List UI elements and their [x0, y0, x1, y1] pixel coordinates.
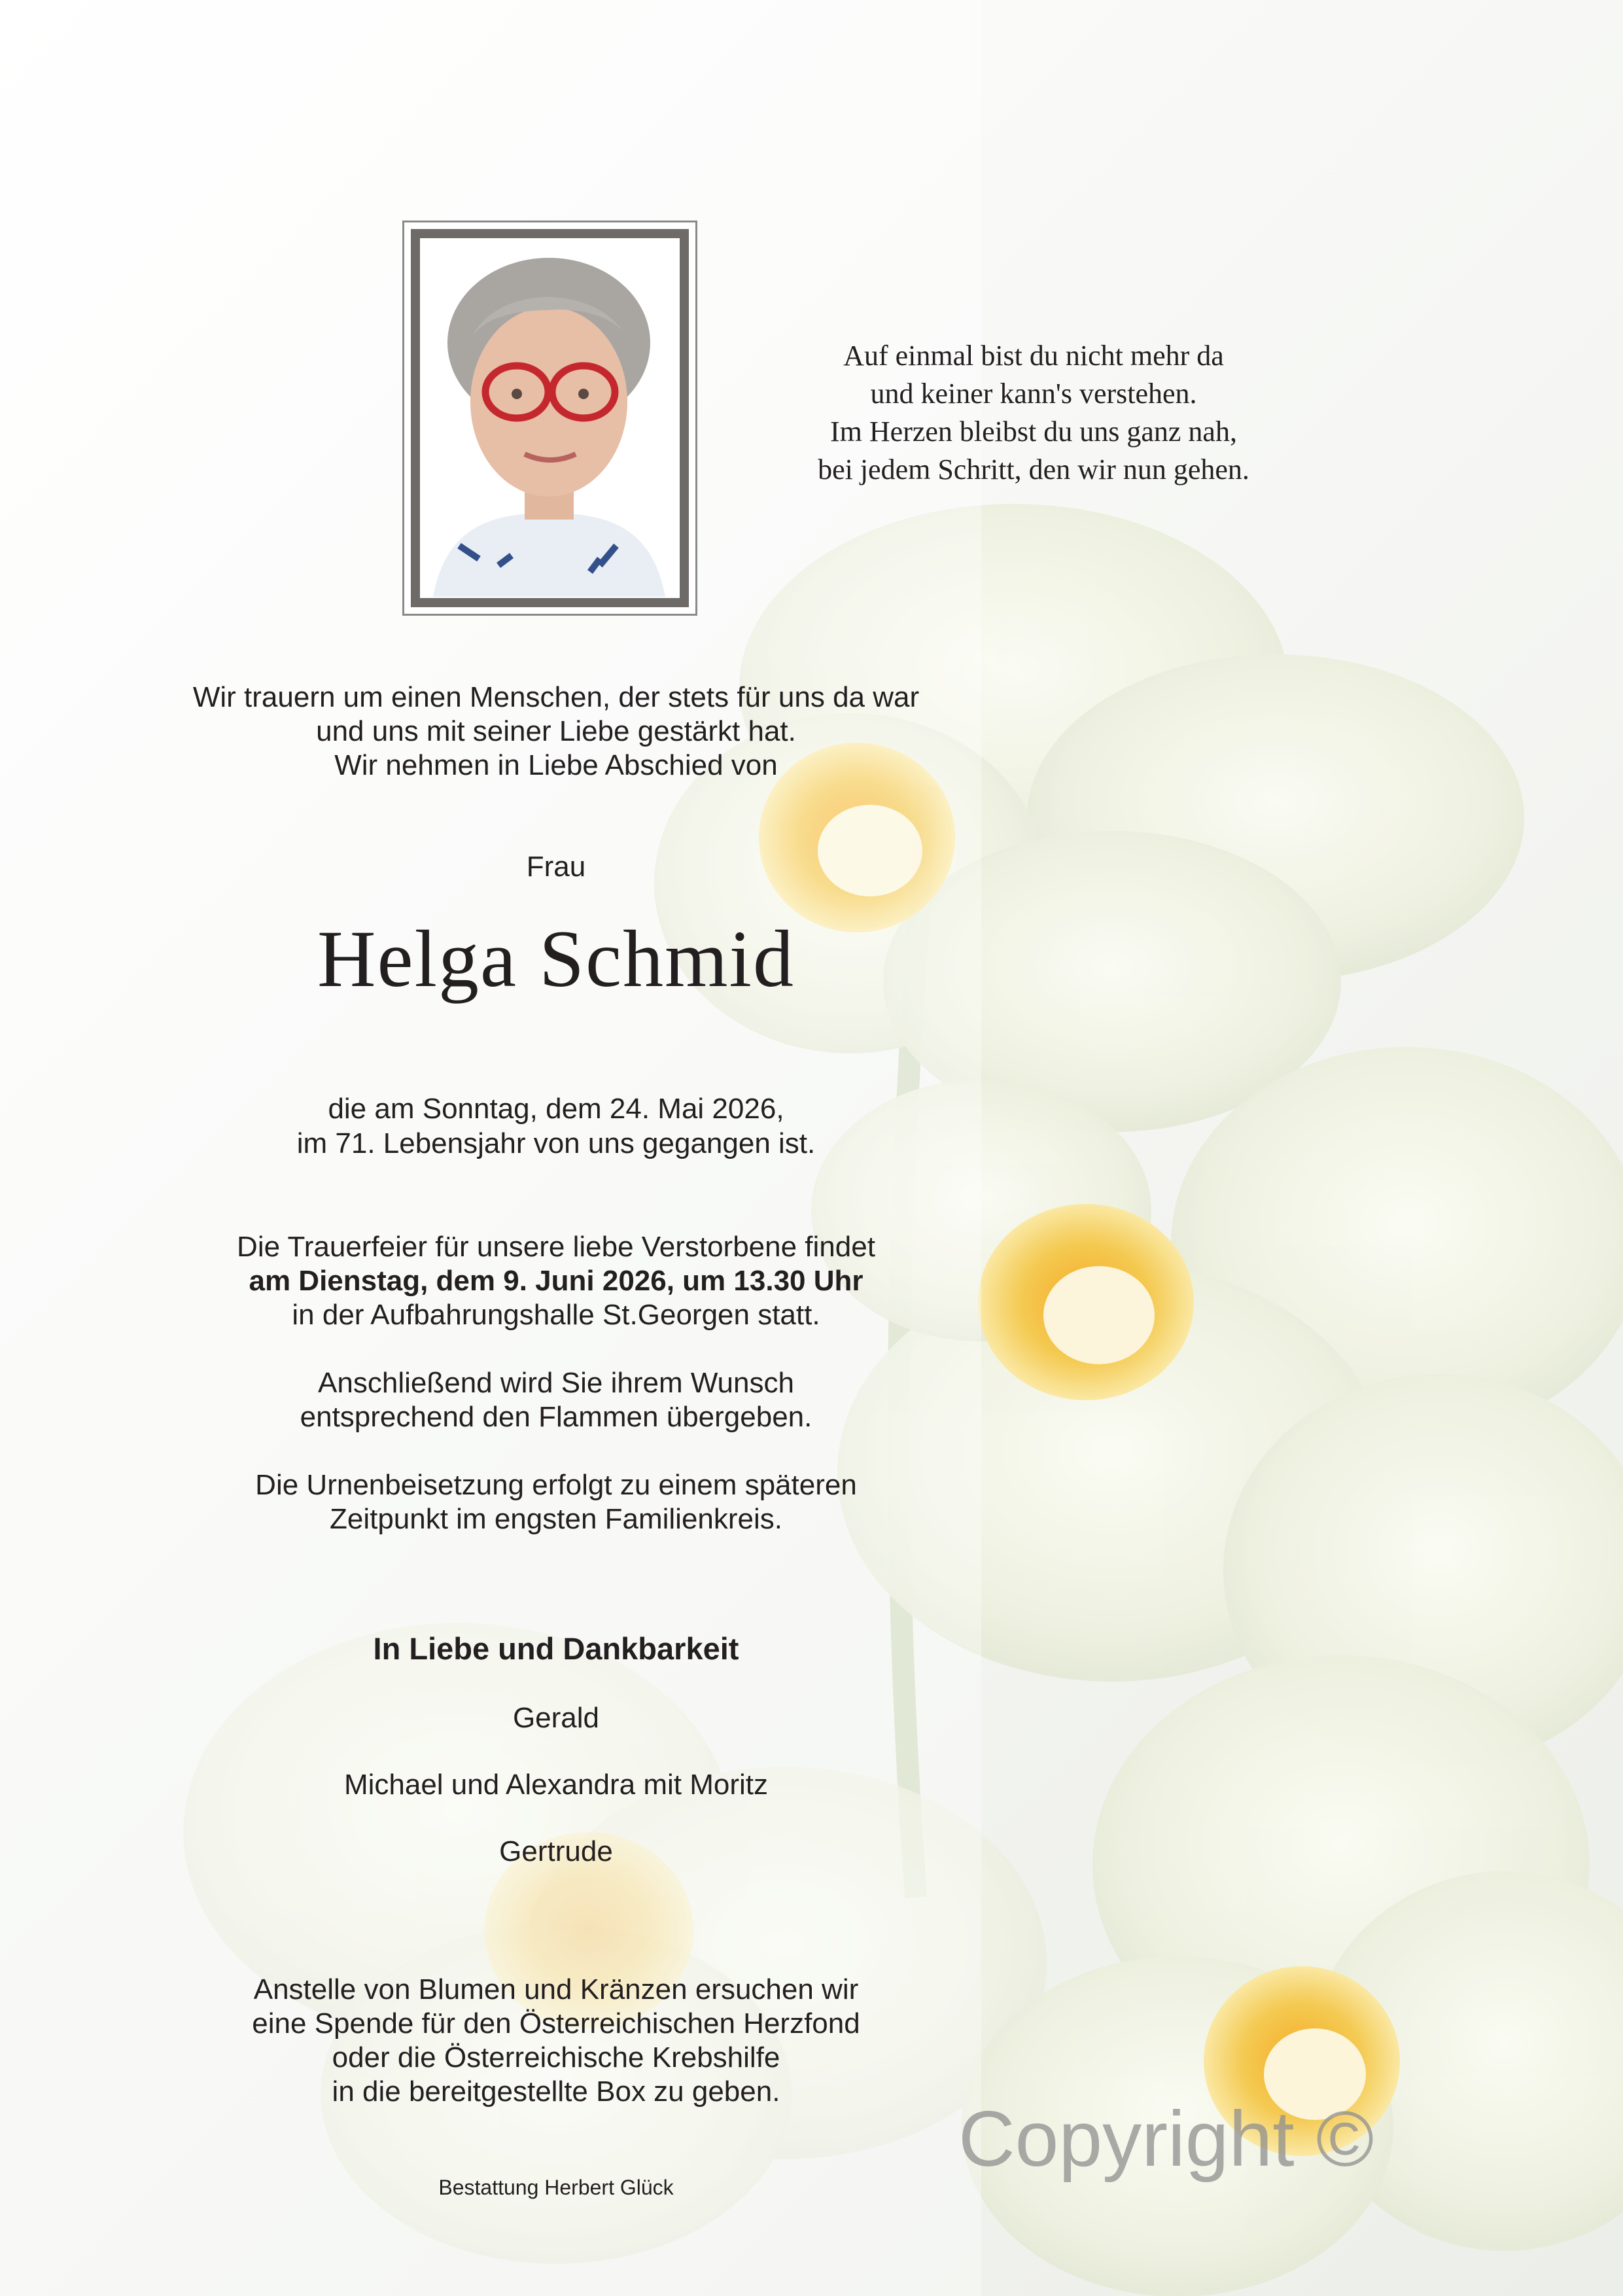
cremation-line: Anschließend wird Sie ihrem Wunsch [318, 1367, 794, 1399]
mourning-intro [131, 680, 981, 783]
thanks-heading: In Liebe und Dankbarkeit [373, 1631, 739, 1666]
funeral-date [131, 1264, 981, 1298]
death-line: im 71. Lebensjahr von uns gegangen ist. [296, 1127, 816, 1159]
funeral-info [131, 1230, 981, 1536]
family-list [131, 1701, 981, 1901]
undertaker-name: Bestattung Herbert Glück [438, 2176, 674, 2199]
funeral-line: Die Trauerfeier für unsere liebe Verstorbene findet [237, 1231, 875, 1263]
urn-line: Die Urnenbeisetzung erfolgt zu einem späteren [255, 1469, 857, 1501]
family-member: Gerald [512, 1702, 600, 1734]
urn-line: Zeitpunkt im engsten Familienkreis. [329, 1503, 783, 1535]
cremation-line: entsprechend den Flammen übergeben. [300, 1401, 812, 1433]
portrait-frame [402, 221, 697, 616]
poem-line: und keiner kann's verstehen. [870, 378, 1197, 410]
family-member: Michael und Alexandra mit Moritz [343, 1769, 769, 1801]
death-line: die am Sonntag, dem 24. Mai 2026, [328, 1093, 784, 1125]
deceased-name: Helga Schmid [317, 914, 795, 1004]
salutation: Frau [526, 851, 586, 883]
donation-line: in die bereitgestellte Box zu geben. [332, 2075, 780, 2108]
funeral-date-bold: am Dienstag, dem 9. Juni 2026, um 13.30 Uhr [249, 1265, 864, 1297]
intro-line: Wir trauern um einen Menschen, der stets für uns da war [192, 681, 920, 713]
copyright-watermark: Copyright © [958, 2095, 1374, 2183]
intro-line: und uns mit seiner Liebe gestärkt hat. [316, 715, 796, 747]
intro-line: Wir nehmen in Liebe Abschied von [334, 749, 778, 781]
poem-line: Auf einmal bist du nicht mehr da [843, 340, 1224, 372]
poem-line: bei jedem Schritt, den wir nun gehen. [818, 453, 1249, 486]
donation-line: oder die Österreichische Krebshilfe [332, 2041, 780, 2074]
donation-line: eine Spende für den Österreichischen Herzfond [252, 2007, 860, 2040]
donation-line: Anstelle von Blumen und Kränzen ersuchen wir [253, 1973, 859, 2005]
poem [739, 337, 1328, 489]
donation-request [131, 1973, 981, 2109]
funeral-location: in der Aufbahrungshalle St.Georgen statt. [292, 1299, 820, 1331]
portrait-photo [411, 229, 689, 607]
poem-line: Im Herzen bleibst du uns ganz nah, [830, 415, 1237, 448]
family-member: Gertrude [499, 1835, 613, 1867]
death-notice [131, 1091, 981, 1161]
